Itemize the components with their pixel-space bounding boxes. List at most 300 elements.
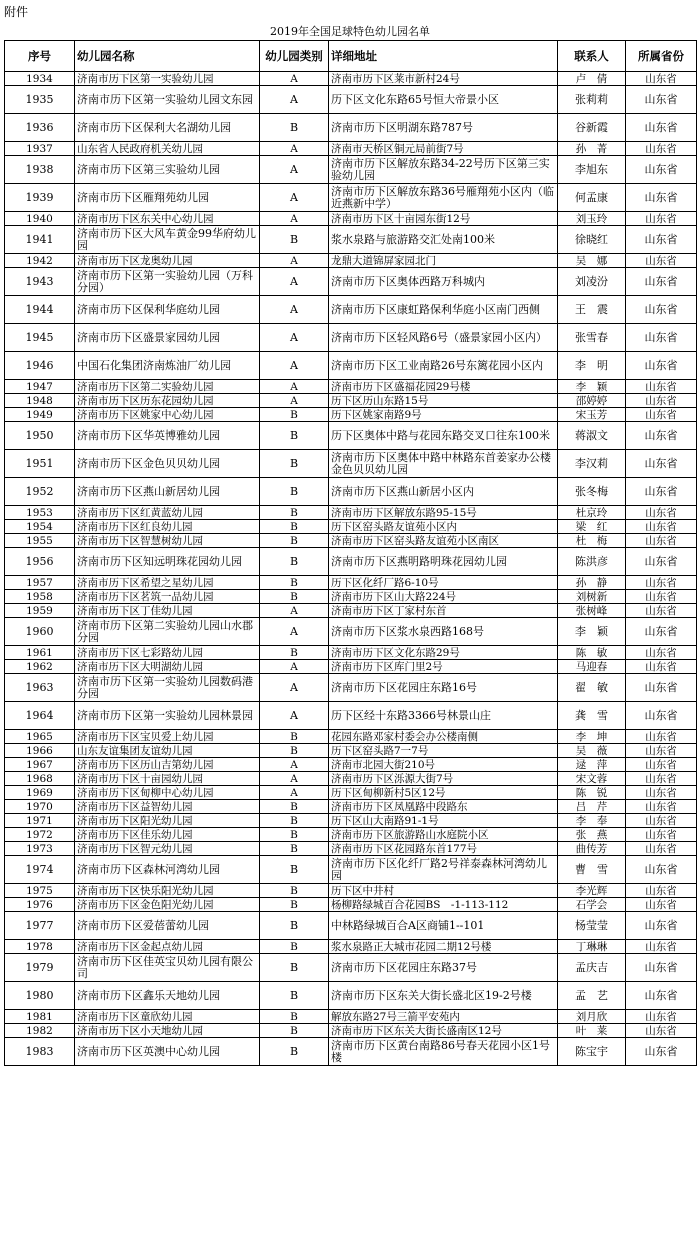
cell-name: 济南市历下区佳乐幼儿园 [75,828,260,842]
cell-contact: 吴 娜 [558,254,626,268]
cell-name: 济南市历下区英澳中心幼儿园 [75,1038,260,1066]
table-row [5,394,697,408]
table-row [5,590,697,604]
cell-contact: 卢 倩 [558,72,626,86]
cell-prov: 山东省 [626,324,697,352]
cell-addr: 济南市历下区解放东路34-22号历下区第三实验幼儿园 [329,156,558,184]
cell-addr: 济南市历下区黄台南路86号春天花园小区1号楼 [329,1038,558,1066]
table-row [5,506,697,520]
cell-prov: 山东省 [626,296,697,324]
cell-prov: 山东省 [626,184,697,212]
cell-prov: 山东省 [626,548,697,576]
cell-num: 1979 [5,954,75,982]
cell-name: 济南市历下区第一实验幼儿园 [75,72,260,86]
cell-addr: 历下区窑头路友谊苑小区内 [329,520,558,534]
cell-addr: 济南市历下区十亩园东街12号 [329,212,558,226]
cell-prov: 山东省 [626,856,697,884]
cell-contact: 石学会 [558,898,626,912]
cell-name: 济南市历下区快乐阳光幼儿园 [75,884,260,898]
cell-addr: 花园东路邓家村委会办公楼南侧 [329,730,558,744]
cell-num: 1956 [5,548,75,576]
cell-name: 济南市历下区大明湖幼儿园 [75,660,260,674]
cell-type: A [260,296,329,324]
table-row [5,674,697,702]
col-header-addr: 详细地址 [329,41,558,72]
cell-addr: 济南市天桥区铜元局前街7号 [329,142,558,156]
cell-prov: 山东省 [626,576,697,590]
cell-type: B [260,422,329,450]
cell-type: A [260,394,329,408]
cell-name: 济南市历下区智元幼儿园 [75,842,260,856]
cell-addr: 济南市历下区山大路224号 [329,590,558,604]
table-row [5,254,697,268]
cell-addr: 济南市历下区解放东路95-15号 [329,506,558,520]
cell-contact: 翟 敏 [558,674,626,702]
cell-type: A [260,772,329,786]
cell-num: 1944 [5,296,75,324]
col-header-prov: 所属省份 [626,41,697,72]
cell-contact: 曲传芳 [558,842,626,856]
cell-addr: 济南市历下区库门里2号 [329,660,558,674]
cell-type: B [260,1038,329,1066]
cell-num: 1946 [5,352,75,380]
cell-prov: 山东省 [626,226,697,254]
cell-addr: 济南市历下区花园庄东路37号 [329,954,558,982]
cell-prov: 山东省 [626,674,697,702]
cell-prov: 山东省 [626,156,697,184]
cell-type: A [260,660,329,674]
cell-prov: 山东省 [626,1024,697,1038]
cell-addr: 历下区奥体中路与花园东路交叉口往东100米 [329,422,558,450]
cell-num: 1934 [5,72,75,86]
table-row [5,142,697,156]
cell-prov: 山东省 [626,408,697,422]
cell-contact: 宋文蓉 [558,772,626,786]
cell-addr: 济南市历下区明湖东路787号 [329,114,558,142]
cell-num: 1978 [5,940,75,954]
cell-contact: 刘凌汾 [558,268,626,296]
cell-num: 1961 [5,646,75,660]
cell-name: 山东友谊集团友谊幼儿园 [75,744,260,758]
cell-contact: 蒋淑文 [558,422,626,450]
cell-contact: 李 坤 [558,730,626,744]
cell-num: 1960 [5,618,75,646]
cell-contact: 曹 雪 [558,856,626,884]
cell-contact: 张雪春 [558,324,626,352]
table-title: 2019年全国足球特色幼儿园名单 [270,25,430,38]
cell-num: 1977 [5,912,75,940]
cell-prov: 山东省 [626,772,697,786]
cell-name: 济南市历下区华英博雅幼儿园 [75,422,260,450]
cell-num: 1950 [5,422,75,450]
table-body [5,72,697,1066]
cell-prov: 山东省 [626,254,697,268]
cell-type: B [260,856,329,884]
cell-num: 1970 [5,800,75,814]
table-row [5,268,697,296]
cell-num: 1974 [5,856,75,884]
cell-num: 1975 [5,884,75,898]
cell-type: B [260,814,329,828]
cell-addr: 济南市历下区浆水泉西路168号 [329,618,558,646]
cell-num: 1980 [5,982,75,1010]
cell-prov: 山东省 [626,72,697,86]
cell-addr: 济南市北园大街210号 [329,758,558,772]
cell-name: 济南市历下区盛景家园幼儿园 [75,324,260,352]
table-row [5,856,697,884]
cell-addr: 浆水泉路与旅游路交汇处南100米 [329,226,558,254]
cell-addr: 济南市历下区花园路东首177号 [329,842,558,856]
cell-name: 济南市历下区鑫乐天地幼儿园 [75,982,260,1010]
table-row [5,324,697,352]
cell-num: 1943 [5,268,75,296]
cell-addr: 历下区化纤厂路6-10号 [329,576,558,590]
cell-num: 1964 [5,702,75,730]
cell-contact: 叶 莱 [558,1024,626,1038]
cell-num: 1983 [5,1038,75,1066]
cell-addr: 济南市历下区奥体西路万科城内 [329,268,558,296]
table-row [5,618,697,646]
table-row [5,352,697,380]
cell-type: B [260,744,329,758]
col-header-num: 序号 [5,41,75,72]
cell-type: B [260,912,329,940]
cell-prov: 山东省 [626,898,697,912]
cell-prov: 山东省 [626,534,697,548]
cell-type: B [260,884,329,898]
cell-prov: 山东省 [626,884,697,898]
cell-num: 1938 [5,156,75,184]
cell-contact: 张树峰 [558,604,626,618]
table-row [5,954,697,982]
cell-name: 济南市历下区益智幼儿园 [75,800,260,814]
cell-type: A [260,142,329,156]
cell-contact: 吴 薇 [558,744,626,758]
cell-name: 济南市历下区小天地幼儿园 [75,1024,260,1038]
cell-num: 1948 [5,394,75,408]
cell-num: 1942 [5,254,75,268]
cell-name: 济南市历下区雁翔苑幼儿园 [75,184,260,212]
table-row [5,380,697,394]
cell-addr: 历下区姚家南路9号 [329,408,558,422]
table-row [5,772,697,786]
cell-contact: 李 颖 [558,618,626,646]
cell-addr: 历下区中井村 [329,884,558,898]
cell-num: 1982 [5,1024,75,1038]
cell-type: A [260,380,329,394]
cell-contact: 杜京玲 [558,506,626,520]
cell-contact: 张冬梅 [558,478,626,506]
table-row [5,520,697,534]
cell-name: 济南市历下区爱蓓蕾幼儿园 [75,912,260,940]
cell-name: 济南市历下区森林河湾幼儿园 [75,856,260,884]
cell-addr: 济南市历下区莱市新村24号 [329,72,558,86]
cell-name: 济南市历下区红黄蓝幼儿园 [75,506,260,520]
cell-num: 1963 [5,674,75,702]
cell-prov: 山东省 [626,212,697,226]
table-row [5,898,697,912]
cell-addr: 济南市历下区东关大街长盛北区19-2号楼 [329,982,558,1010]
cell-name: 济南市历下区茗筑一品幼儿园 [75,590,260,604]
cell-contact: 杜 梅 [558,534,626,548]
cell-prov: 山东省 [626,86,697,114]
cell-contact: 丁琳琳 [558,940,626,954]
cell-addr: 济南市历下区花园庄东路16号 [329,674,558,702]
cell-type: A [260,254,329,268]
cell-name: 济南市历下区第三实验幼儿园 [75,156,260,184]
cell-name: 济南市历下区童欣幼儿园 [75,1010,260,1024]
cell-type: A [260,324,329,352]
table-row [5,408,697,422]
cell-contact: 刘玉玲 [558,212,626,226]
kindergarten-table [4,40,697,1066]
cell-num: 1967 [5,758,75,772]
table-row [5,86,697,114]
cell-num: 1981 [5,1010,75,1024]
table-row [5,1010,697,1024]
table-row [5,478,697,506]
cell-addr: 济南市历下区窑头路友谊苑小区南区 [329,534,558,548]
cell-num: 1966 [5,744,75,758]
cell-prov: 山东省 [626,912,697,940]
table-row [5,702,697,730]
table-row [5,296,697,324]
cell-prov: 山东省 [626,758,697,772]
cell-num: 1969 [5,786,75,800]
table-row [5,72,697,86]
cell-num: 1952 [5,478,75,506]
cell-addr: 济南市历下区旅游路山水庭院小区 [329,828,558,842]
cell-type: A [260,268,329,296]
cell-type: A [260,86,329,114]
cell-type: B [260,982,329,1010]
table-row [5,814,697,828]
cell-addr: 龙鼎大道锦屏家园北门 [329,254,558,268]
cell-prov: 山东省 [626,828,697,842]
table-row [5,912,697,940]
cell-prov: 山东省 [626,142,697,156]
cell-contact: 邵婷婷 [558,394,626,408]
table-row [5,828,697,842]
cell-prov: 山东省 [626,814,697,828]
cell-prov: 山东省 [626,352,697,380]
cell-type: A [260,72,329,86]
cell-addr: 历下区山大南路91-1号 [329,814,558,828]
cell-num: 1947 [5,380,75,394]
cell-type: A [260,758,329,772]
cell-contact: 陈宝宇 [558,1038,626,1066]
cell-prov: 山东省 [626,702,697,730]
cell-addr: 济南市历下区凤凰路中段路东 [329,800,558,814]
cell-num: 1973 [5,842,75,856]
table-row [5,576,697,590]
cell-prov: 山东省 [626,730,697,744]
col-header-name: 幼儿园名称 [75,41,260,72]
cell-prov: 山东省 [626,646,697,660]
cell-num: 1976 [5,898,75,912]
cell-name: 济南市历下区金起点幼儿园 [75,940,260,954]
cell-name: 济南市历下区第一实验幼儿园文东园 [75,86,260,114]
cell-contact: 何孟康 [558,184,626,212]
table-row [5,940,697,954]
cell-name: 济南市历下区东关中心幼儿园 [75,212,260,226]
cell-name: 济南市历下区第二实验幼儿园山水郡分园 [75,618,260,646]
cell-prov: 山东省 [626,394,697,408]
cell-type: A [260,786,329,800]
cell-name: 中国石化集团济南炼油厂幼儿园 [75,352,260,380]
cell-type: B [260,954,329,982]
cell-name: 济南市历下区希望之星幼儿园 [75,576,260,590]
cell-num: 1954 [5,520,75,534]
col-header-contact: 联系人 [558,41,626,72]
table-row [5,744,697,758]
table-row [5,156,697,184]
cell-name: 济南市历下区第一实验幼儿园（万科分园） [75,268,260,296]
table-row [5,982,697,1010]
cell-type: A [260,604,329,618]
cell-name: 济南市历下区七彩路幼儿园 [75,646,260,660]
cell-num: 1951 [5,450,75,478]
cell-type: B [260,590,329,604]
cell-name: 济南市历下区智慧树幼儿园 [75,534,260,548]
cell-num: 1941 [5,226,75,254]
cell-name: 济南市历下区金色贝贝幼儿园 [75,450,260,478]
table-row [5,422,697,450]
cell-prov: 山东省 [626,660,697,674]
cell-type: B [260,842,329,856]
cell-prov: 山东省 [626,842,697,856]
cell-contact: 李汉莉 [558,450,626,478]
cell-addr: 济南市历下区丁家村东首 [329,604,558,618]
table-row [5,800,697,814]
cell-contact: 王 震 [558,296,626,324]
table-row [5,1038,697,1066]
cell-addr: 历下区文化东路65号恒大帝景小区 [329,86,558,114]
cell-addr: 浆水泉路正大城市花园二期12号楼 [329,940,558,954]
table-row [5,212,697,226]
cell-name: 济南市历下区十亩园幼儿园 [75,772,260,786]
cell-type: B [260,534,329,548]
cell-addr: 济南市历下区泺源大街7号 [329,772,558,786]
cell-type: B [260,940,329,954]
col-header-type: 幼儿园类别 [260,41,329,72]
cell-type: A [260,184,329,212]
cell-name: 济南市历下区龙奥幼儿园 [75,254,260,268]
cell-name: 济南市历下区历山吉第幼儿园 [75,758,260,772]
cell-addr: 济南市历下区解放东路36号雁翔苑小区内（临近燕新中学） [329,184,558,212]
cell-num: 1945 [5,324,75,352]
cell-type: A [260,352,329,380]
cell-name: 济南市历下区燕山新居幼儿园 [75,478,260,506]
cell-num: 1959 [5,604,75,618]
cell-type: B [260,1024,329,1038]
cell-prov: 山东省 [626,1010,697,1024]
cell-prov: 山东省 [626,786,697,800]
cell-addr: 济南市历下区燕山新居小区内 [329,478,558,506]
cell-name: 济南市历下区第二实验幼儿园 [75,380,260,394]
cell-contact: 李 颖 [558,380,626,394]
cell-num: 1949 [5,408,75,422]
cell-contact: 逯 萍 [558,758,626,772]
cell-addr: 济南市历下区工业南路26号东篱花园小区内 [329,352,558,380]
cell-type: B [260,450,329,478]
cell-contact: 孙 静 [558,576,626,590]
cell-prov: 山东省 [626,506,697,520]
cell-type: A [260,156,329,184]
cell-addr: 济南市历下区康虹路保利华庭小区南门西侧 [329,296,558,324]
table-row [5,534,697,548]
cell-type: B [260,646,329,660]
cell-contact: 徐晓红 [558,226,626,254]
cell-contact: 张莉莉 [558,86,626,114]
cell-prov: 山东省 [626,604,697,618]
cell-contact: 杨莹莹 [558,912,626,940]
table-row [5,758,697,772]
cell-type: B [260,1010,329,1024]
cell-contact: 龚 雪 [558,702,626,730]
cell-num: 1936 [5,114,75,142]
cell-num: 1955 [5,534,75,548]
cell-prov: 山东省 [626,940,697,954]
cell-prov: 山东省 [626,450,697,478]
cell-name: 济南市历下区佳英宝贝幼儿园有限公司 [75,954,260,982]
table-row [5,842,697,856]
cell-type: B [260,520,329,534]
cell-prov: 山东省 [626,982,697,1010]
cell-contact: 孟庆吉 [558,954,626,982]
cell-name: 济南市历下区甸柳中心幼儿园 [75,786,260,800]
header-row [5,41,697,72]
cell-num: 1940 [5,212,75,226]
cell-type: A [260,702,329,730]
cell-name: 济南市历下区宝贝爱上幼儿园 [75,730,260,744]
cell-name: 济南市历下区丁佳幼儿园 [75,604,260,618]
cell-prov: 山东省 [626,478,697,506]
cell-contact: 马迎春 [558,660,626,674]
cell-addr: 历下区窑头路7一7号 [329,744,558,758]
cell-num: 1972 [5,828,75,842]
cell-prov: 山东省 [626,954,697,982]
cell-type: B [260,226,329,254]
cell-num: 1939 [5,184,75,212]
cell-name: 济南市历下区历东花园幼儿园 [75,394,260,408]
cell-type: B [260,548,329,576]
cell-contact: 李 明 [558,352,626,380]
cell-contact: 李 奉 [558,814,626,828]
cell-name: 济南市历下区大风车黄金99华府幼儿园 [75,226,260,254]
cell-num: 1962 [5,660,75,674]
table-row [5,450,697,478]
cell-addr: 杨柳路绿城百合花园BS -1-113-112 [329,898,558,912]
cell-type: A [260,212,329,226]
cell-type: B [260,576,329,590]
cell-prov: 山东省 [626,268,697,296]
cell-contact: 孟 艺 [558,982,626,1010]
table-row [5,646,697,660]
cell-addr: 历下区经十东路3366号林景山庄 [329,702,558,730]
table-row [5,1024,697,1038]
cell-name: 济南市历下区红良幼儿园 [75,520,260,534]
cell-contact: 陈 敏 [558,646,626,660]
cell-name: 济南市历下区姚家中心幼儿园 [75,408,260,422]
cell-contact: 李光辉 [558,884,626,898]
cell-name: 济南市历下区阳光幼儿园 [75,814,260,828]
cell-contact: 刘月欣 [558,1010,626,1024]
cell-prov: 山东省 [626,590,697,604]
cell-contact: 李旭东 [558,156,626,184]
cell-num: 1958 [5,590,75,604]
cell-addr: 解放东路27号三箭平安苑内 [329,1010,558,1024]
